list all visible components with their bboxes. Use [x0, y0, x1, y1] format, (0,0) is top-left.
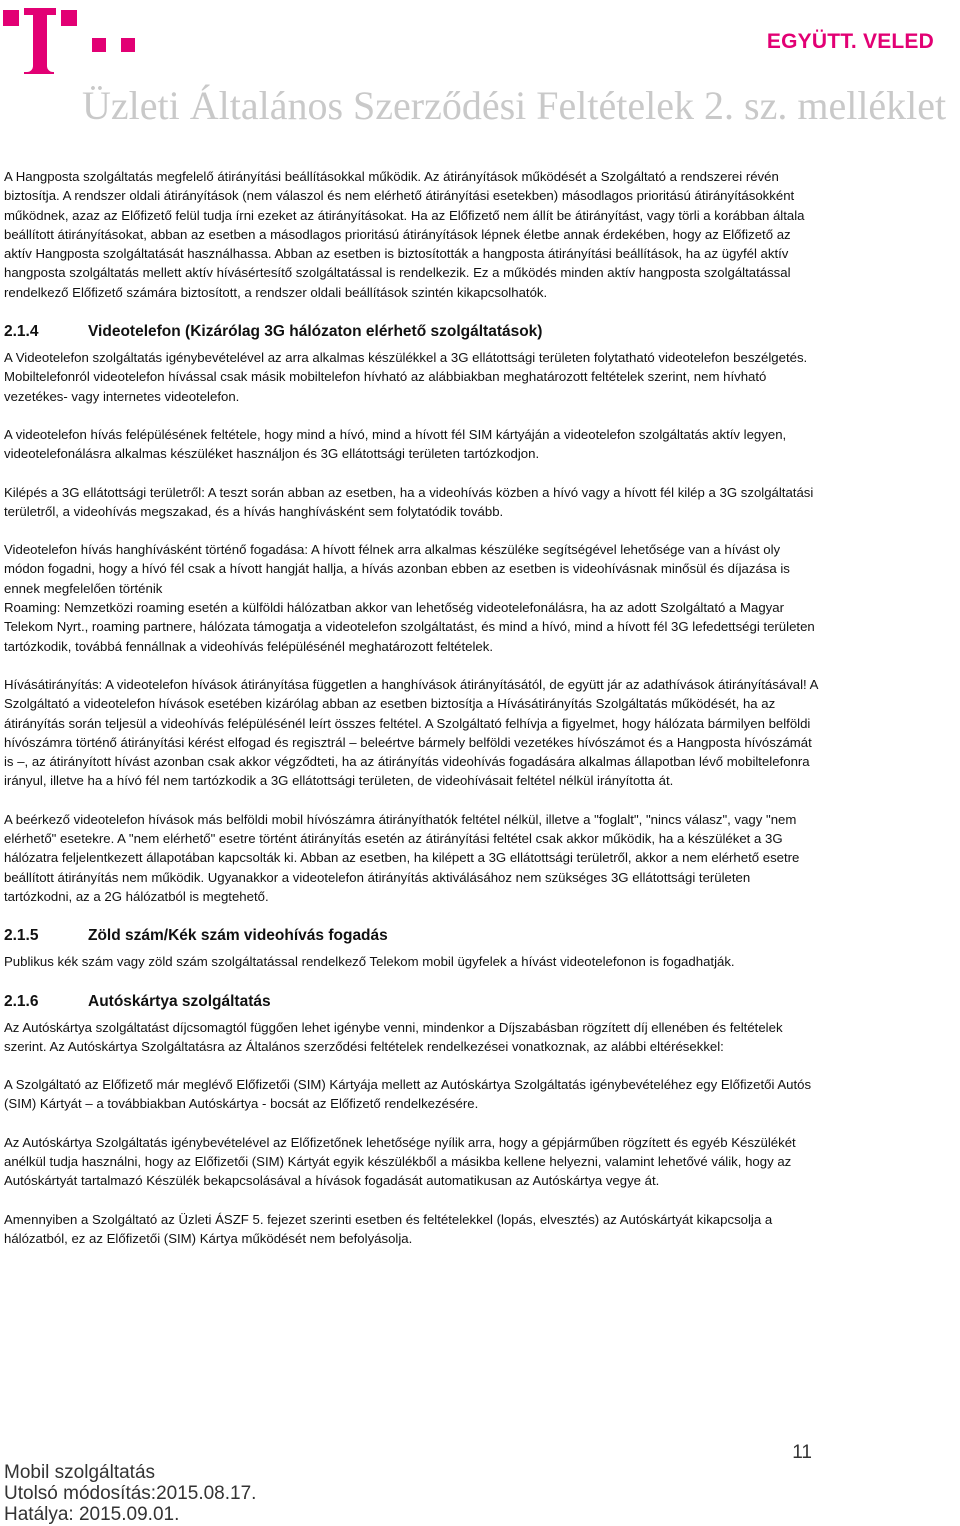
section-heading-2-1-6 [4, 992, 818, 1012]
section-title: Zöld szám/Kék szám videohívás fogadás [88, 927, 388, 945]
section-title: Autóskártya szolgáltatás [88, 992, 271, 1010]
section-title: Videotelefon (Kizárólag 3G hálózaton elérhető szolgáltatások) [88, 323, 543, 341]
paragraph: A videotelefon hívás felépülésének feltétele, hogy mind a hívó, mind a hívott fél SIM kártyáján a videotelefon szolgáltatás aktív legyen, videotelefonálásra alkalmas készüléket használjon és 3G ellátottsági területen tartózkodjon. [4, 426, 787, 462]
section-number: 2.1.5 [4, 927, 39, 945]
document-title: Üzleti Általános Szerződési Feltételek 2. sz. melléklet [82, 83, 947, 128]
paragraph: A Videotelefon szolgáltatás igénybevételével az arra alkalmas készülékkel a 3G ellátottsági területen folytatható videotelefon beszélgetés. Mobiltelefonról videotelefon hívással csak másik mobiltelefon hívható az alábbiakban meghatározott feltételek szerint, nem hívható vezetékes- vagy internetes videotelefon. [4, 350, 808, 404]
telekom-t-logo-icon [0, 4, 150, 74]
paragraph: A beérkező videotelefon hívások más belföldi mobil hívószámra átirányíthatók feltétel nélkül, illetve a "foglalt", "nincs válasz", vagy "nem elérhető" esetekre. A "nem elérhető" esetre történt átirányítás esetén az átirányítási feltétel csak akkor működik, ha a készüléket a 3G hálózatra feljelentkezett állapotában kapcsolták ki. Abban az esetben, ha kilépett a 3G ellátottsági területről, akkor a nem elérhető esetre beállított átirányítás nem működik. Ugyanakkor a videotelefon átirányítás aktiválásához nem szükséges 3G ellátottsági területen tartózkodni, az a 2G hálózatból is megtehető. [4, 811, 800, 904]
section-heading-2-1-5 [4, 926, 818, 946]
paragraph: Kilépés a 3G ellátottsági területről: A teszt során abban az esetben, ha a videohívás közben a hívó vagy a hívott fél kilép a 3G szolgáltatási területről, a videohívás megszakad, és a hívás hanghívásként sem folytatódik tovább. [4, 484, 814, 519]
footer [4, 1462, 256, 1525]
paragraph: Az Autóskártya Szolgáltatás igénybevételével az Előfizetőnek lehetősége nyílik arra, hogy a gépjárműben rögzített és egyéb Készülékét anélkül tudja használni, hogy az Előfizetői (SIM) Kártyát egyik készülékből a másikba kellene helyezni, valamint lehetővé válik, hogy az Autóskártyát tartalmazó Készülék bekapcsolásával a hívások fogadását automatikusan az Autóskártya vegye át. [4, 1134, 796, 1189]
paragraph: A Szolgáltató az Előfizető már meglévő Előfizetői (SIM) Kártyája mellett az Autóskártya Szolgáltatás igénybevételéhez egy Előfizetői Autós (SIM) Kártyát – a továbbiakban Autóskártya - bocsát az Előfizető rendelkezésére. [4, 1077, 812, 1112]
brand-slogan: EGYÜTT. VELED [766, 30, 934, 53]
paragraph: Az Autóskártya szolgáltatást díjcsomagtól függően lehet igénybe venni, mindenkor a Díjszabásban rögzített díj ellenében és feltételek szerint. Az Autóskártya Szolgáltatásra az Általános szerződési feltételek rendelkezései vonatkoznak, az alábbi eltérésekkel: [4, 1019, 783, 1054]
paragraph: Amennyiben a Szolgáltató az Üzleti ÁSZF 5. fejezet szerinti esetben és feltételekkel (lopás, elvesztés) az Autóskártyát kikapcsolja a hálózatból, ez az Előfizetői (SIM) Kártya működését nem befolyásolja. [4, 1211, 773, 1246]
paragraph: Roaming: Nemzetközi roaming esetén a külföldi hálózatban akkor van lehetőség videotelefonálásra, ha az adott Szolgáltató a Magyar Telekom Nyrt., roaming partnere, hálózata támogatja a videotelefon szolgáltatást, és mind a hívó, mind a hívott fél 3G lefedettségi területen tartózkodik, továbbá fennállnak a videohívás felépülésénél meghatározott feltételek. [4, 600, 815, 654]
footer-modified: Utolsó módosítás:2015.08.17. [4, 1483, 257, 1504]
section-number: 2.1.4 [4, 323, 39, 341]
paragraph: Hívásátirányítás: A videotelefon hívások átirányítása független a hanghívások átirányításától, de együtt jár az adathívások átirányításával! A Szolgáltató a videotelefon hívások esetében kizárólag abban az esetben biztosítja a Hívásátirányítás Szolgáltatás működését, ha az átirányítás során teljesül a videohívás felépülésénél leírt összes feltétel. A Szolgáltató felhívja a figyelmet, hogy hálózata bármilyen belföldi hívószámra történő átirányítási kérést elfogad és regisztrál – beleértve bármely belföldi vezetékes hívószámot és a Hangposta hívószámát is –, az átirányított hívást azonban csak akkor végződteti, ha az átirányítás videohívás fogadására alkalmas állapotban lévő mobiltelefonra irányul, illetve ha a hívó fél nem tartózkodik a 3G ellátottsági területen, de videohívásait feltétel nélkül irányította át. [4, 676, 818, 789]
paragraph: Publikus kék szám vagy zöld szám szolgáltatással rendelkező Telekom mobil ügyfelek a hívást videotelefonon is fogadhatják. [4, 954, 735, 970]
document-body [4, 167, 818, 1267]
paragraph: Videotelefon hívás hanghívásként történő fogadása: A hívott félnek arra alkalmas készüléke segítségével lehetősége van a hívást oly módon fogadni, hogy a hívó fél csak a hívott hangját hallja, a hívás azonban ebben az esetben is videohívásnak minősül és díjazása is ennek megfelelően történik [4, 542, 790, 596]
footer-service: Mobil szolgáltatás [4, 1462, 156, 1483]
intro-paragraph: A Hangposta szolgáltatás megfelelő átirányítási beállításokkal működik. Az átirányítások működését a Szolgáltató a rendszerei révén biztosítja. A rendszer oldali átirányítások (nem válaszol és nem elérhető átirányítási esetekben) másodlagos prioritású átirányításokként működnek, azaz az Előfizető felül tudja írni ezeket az átirányításokat. Ha az Előfizető nem állít be átirányítást, vagy törli a korábban általa beállított átirányításokat, abban az esetben a másodlagos prioritású átirányítások lépnek életbe annak érdekében, hogy az Előfizető az aktív Hangposta szolgáltatását használhassa. Abban az esetben is biztosították a hangposta átirányítási beállítások, ha az ügyfél aktív hangposta szolgáltatás mellett aktív hívásértesítő szolgáltatással is rendelkezik. Ez a működés minden aktív hangposta szolgáltatással rendelkező Előfizető számára biztosított, a rendszer oldali beállítások szintén kikapcsolhatók. [4, 169, 805, 300]
footer-effective: Hatálya: 2015.09.01. [4, 1504, 180, 1525]
section-heading-2-1-4 [4, 322, 818, 342]
section-number: 2.1.6 [4, 992, 39, 1010]
page-number: 11 [792, 1442, 812, 1463]
